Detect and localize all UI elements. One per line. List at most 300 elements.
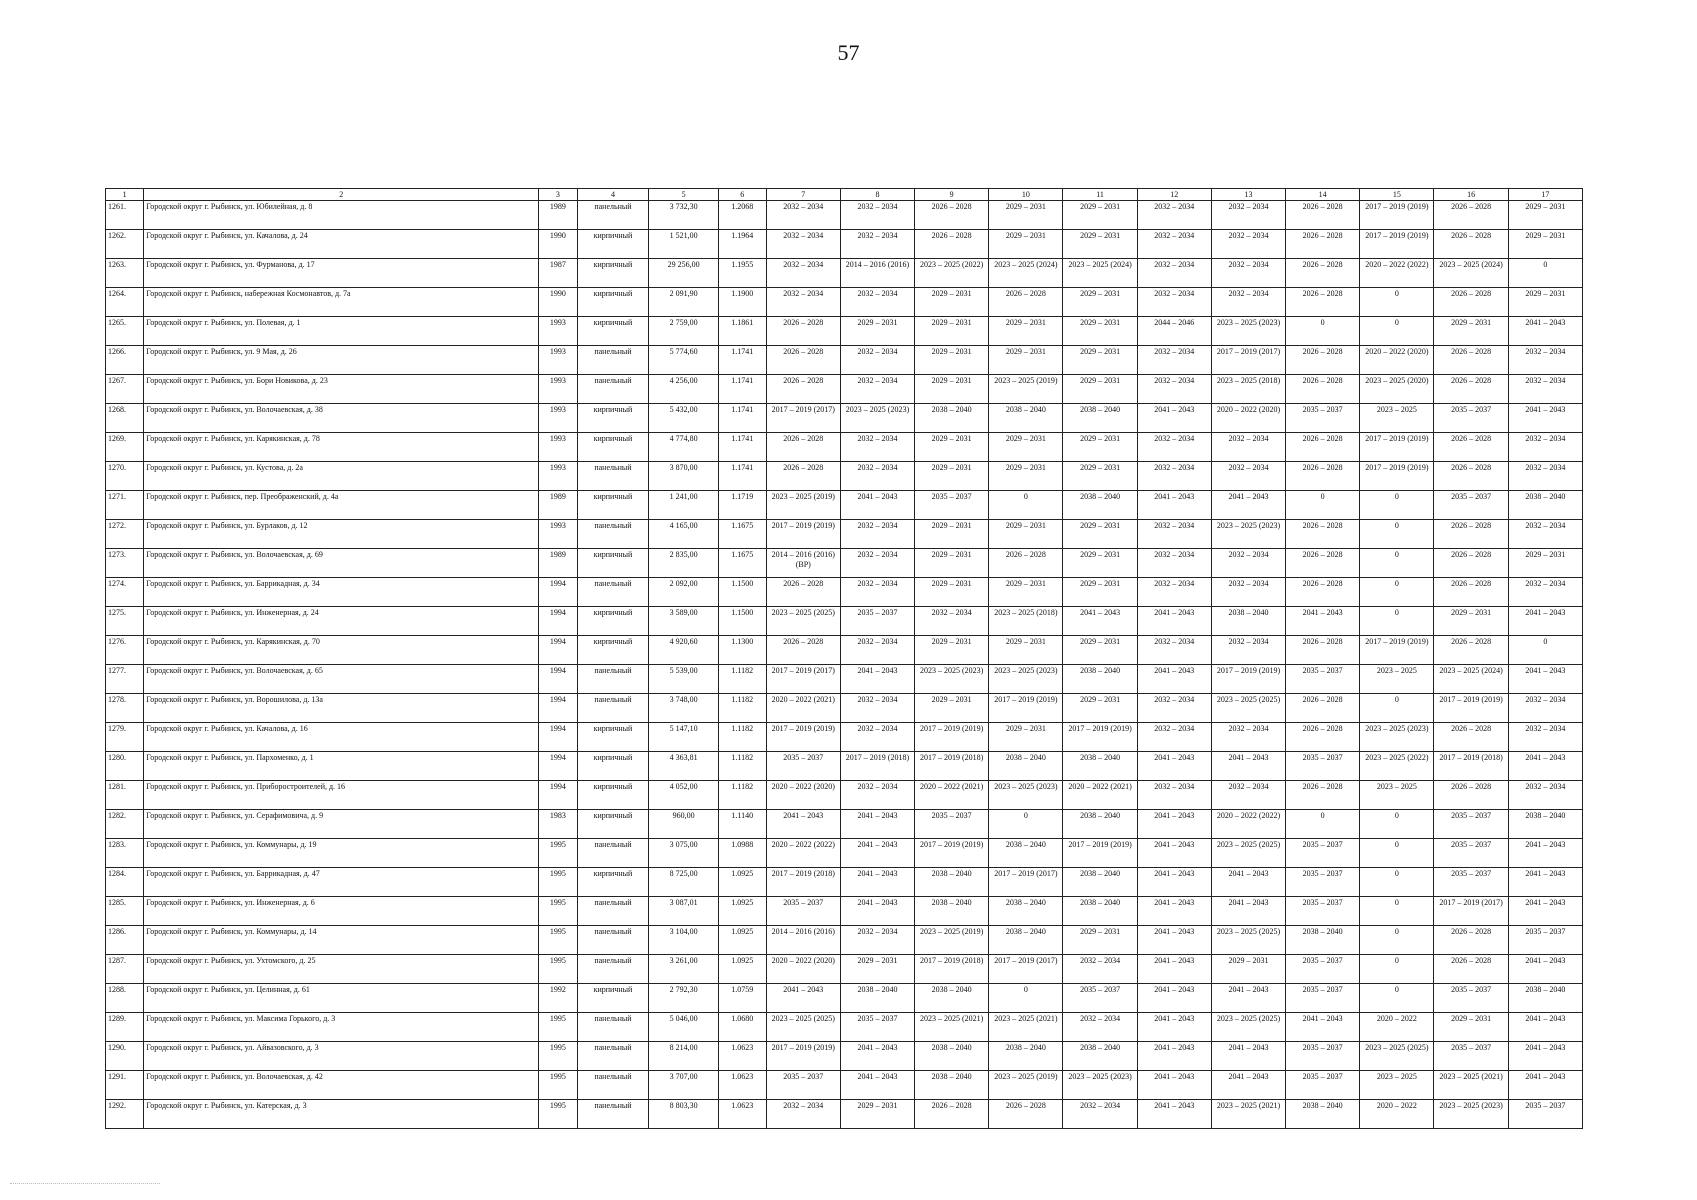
table-cell: 2017 – 2019 (2019) <box>989 694 1063 723</box>
table-cell: 2038 – 2040 <box>915 897 989 926</box>
table-row <box>106 230 1583 259</box>
table-cell: 2032 – 2034 <box>1211 230 1285 259</box>
table-cell: 0 <box>1508 259 1582 288</box>
table-row <box>106 781 1583 810</box>
table-cell: 2026 – 2028 <box>1286 636 1360 665</box>
table-cell: 2029 – 2031 <box>1434 607 1508 636</box>
table-cell: 2041 – 2043 <box>1137 955 1211 984</box>
table-cell: 0 <box>1360 520 1434 549</box>
table-cell: 2035 – 2037 <box>766 897 840 926</box>
table-cell: 2029 – 2031 <box>989 317 1063 346</box>
table-cell: 2041 – 2043 <box>1508 1013 1582 1042</box>
table-cell: 2026 – 2028 <box>1434 433 1508 462</box>
table-cell: 2017 – 2019 (2017) <box>766 404 840 433</box>
table-cell: 1.1741 <box>718 462 766 491</box>
table-cell: 0 <box>1360 984 1434 1013</box>
table-cell: 2017 – 2019 (2018) <box>915 955 989 984</box>
table-cell: 2029 – 2031 <box>1434 1013 1508 1042</box>
table-cell: 2020 – 2022 <box>1360 1013 1434 1042</box>
table-cell: панельный <box>577 520 649 549</box>
table-cell: 2023 – 2025 (2023) <box>1063 1071 1137 1100</box>
table-row <box>106 926 1583 955</box>
table-cell: 2035 – 2037 <box>1286 404 1360 433</box>
table-cell: 2029 – 2031 <box>915 288 989 317</box>
address-cell: Городской округ г. Рыбинск, ул. 9 Мая, д. 26 <box>144 346 539 375</box>
table-cell: 2035 – 2037 <box>840 1013 914 1042</box>
table-cell: 2041 – 2043 <box>1508 955 1582 984</box>
table-cell: 2017 – 2019 (2017) <box>1434 897 1508 926</box>
table-cell: 2032 – 2034 <box>1137 375 1211 404</box>
table-cell: 2020 – 2022 (2020) <box>1211 404 1285 433</box>
table-cell: 3 707,00 <box>649 1071 718 1100</box>
table-cell: 2029 – 2031 <box>915 549 989 578</box>
table-cell: 2029 – 2031 <box>915 578 989 607</box>
table-cell: панельный <box>577 1042 649 1071</box>
table-cell: 2038 – 2040 <box>1063 665 1137 694</box>
table-cell: 2032 – 2034 <box>840 636 914 665</box>
table-cell: 2038 – 2040 <box>840 984 914 1013</box>
table-row <box>106 433 1583 462</box>
table-cell: 2041 – 2043 <box>1211 868 1285 897</box>
table-cell: 2032 – 2034 <box>1137 723 1211 752</box>
table-cell: 2026 – 2028 <box>1434 346 1508 375</box>
table-cell: 8 214,00 <box>649 1042 718 1071</box>
table-cell: 1.1741 <box>718 375 766 404</box>
table-cell: 0 <box>1360 694 1434 723</box>
table-cell: 2017 – 2019 (2019) <box>766 723 840 752</box>
address-cell: Городской округ г. Рыбинск, ул. Целинная, д. 61 <box>144 984 539 1013</box>
table-cell: кирпичный <box>577 607 649 636</box>
table-cell: 2041 – 2043 <box>1137 926 1211 955</box>
table-cell: 0 <box>989 984 1063 1013</box>
table-cell: 2041 – 2043 <box>1286 607 1360 636</box>
table-cell: 2029 – 2031 <box>1211 955 1285 984</box>
table-cell: 2023 – 2025 (2019) <box>989 1071 1063 1100</box>
table-cell: 2029 – 2031 <box>989 346 1063 375</box>
row-number-cell: 1264. <box>106 288 144 317</box>
table-cell: 2041 – 2043 <box>840 1042 914 1071</box>
table-cell: 1 241,00 <box>649 491 718 520</box>
table-cell: 2023 – 2025 (2023) <box>989 665 1063 694</box>
table-cell: 2026 – 2028 <box>766 578 840 607</box>
table-cell: 0 <box>989 491 1063 520</box>
table-cell: 0 <box>1286 810 1360 839</box>
table-cell: 2026 – 2028 <box>1286 433 1360 462</box>
table-cell: 1.0680 <box>718 1013 766 1042</box>
table-cell: 2017 – 2019 (2019) <box>1360 462 1434 491</box>
address-cell: Городской округ г. Рыбинск, ул. Волочаевская, д. 69 <box>144 549 539 578</box>
table-cell: 4 920,60 <box>649 636 718 665</box>
table-cell: 2014 – 2016 (2016) (ВР) <box>766 549 840 578</box>
table-cell: 2029 – 2031 <box>915 694 989 723</box>
table-cell: 2023 – 2025 (2023) <box>989 781 1063 810</box>
table-cell: 2032 – 2034 <box>1137 433 1211 462</box>
row-number-cell: 1263. <box>106 259 144 288</box>
table-cell: 2038 – 2040 <box>915 404 989 433</box>
table-cell: 1995 <box>539 1071 577 1100</box>
table-cell: 2032 – 2034 <box>840 346 914 375</box>
table-cell: 0 <box>1360 897 1434 926</box>
row-number-cell: 1289. <box>106 1013 144 1042</box>
row-number-cell: 1265. <box>106 317 144 346</box>
table-cell: 2029 – 2031 <box>1063 201 1137 230</box>
table-cell: 2020 – 2022 (2020) <box>1360 346 1434 375</box>
table-cell: 2023 – 2025 (2023) <box>1434 1100 1508 1129</box>
table-cell: 2026 – 2028 <box>1286 462 1360 491</box>
table-cell: 2032 – 2034 <box>840 781 914 810</box>
table-cell: 3 748,00 <box>649 694 718 723</box>
table-cell: 2 759,00 <box>649 317 718 346</box>
table-cell: 5 046,00 <box>649 1013 718 1042</box>
table-cell: 1.0925 <box>718 955 766 984</box>
table-cell: 2017 – 2019 (2018) <box>1434 752 1508 781</box>
table-cell: 2032 – 2034 <box>1137 288 1211 317</box>
table-cell: 0 <box>989 810 1063 839</box>
table-cell: 1 521,00 <box>649 230 718 259</box>
table-cell: 1.1900 <box>718 288 766 317</box>
table-cell: 2026 – 2028 <box>1434 955 1508 984</box>
address-cell: Городской округ г. Рыбинск, ул. Полевая, д. 1 <box>144 317 539 346</box>
row-number-cell: 1273. <box>106 549 144 578</box>
table-cell: 2029 – 2031 <box>989 636 1063 665</box>
table-cell: 2020 – 2022 (2020) <box>766 955 840 984</box>
table-cell: 2035 – 2037 <box>1434 984 1508 1013</box>
table-cell: 2023 – 2025 (2025) <box>766 1013 840 1042</box>
table-cell: 1994 <box>539 752 577 781</box>
table-cell: 2035 – 2037 <box>1286 955 1360 984</box>
table-cell: 0 <box>1286 317 1360 346</box>
table-cell: кирпичный <box>577 317 649 346</box>
table-cell: 2017 – 2019 (2019) <box>915 723 989 752</box>
table-cell: 2029 – 2031 <box>1063 375 1137 404</box>
table-cell: 2029 – 2031 <box>989 230 1063 259</box>
table-cell: 2032 – 2034 <box>1508 723 1582 752</box>
table-cell: кирпичный <box>577 404 649 433</box>
table-cell: 1995 <box>539 1042 577 1071</box>
column-header: 7 <box>766 189 840 201</box>
address-cell: Городской округ г. Рыбинск, ул. Приборостроителей, д. 16 <box>144 781 539 810</box>
table-cell: 1994 <box>539 578 577 607</box>
table-row <box>106 955 1583 984</box>
table-cell: 2026 – 2028 <box>766 375 840 404</box>
table-cell: 2029 – 2031 <box>840 1100 914 1129</box>
table-cell: 2032 – 2034 <box>1137 578 1211 607</box>
address-cell: Городской округ г. Рыбинск, ул. Карякинская, д. 70 <box>144 636 539 665</box>
table-cell: 1.1964 <box>718 230 766 259</box>
table-cell: 4 256,00 <box>649 375 718 404</box>
row-number-cell: 1266. <box>106 346 144 375</box>
table-cell: 2023 – 2025 (2024) <box>1434 665 1508 694</box>
table-cell: 2026 – 2028 <box>915 230 989 259</box>
row-number-cell: 1278. <box>106 694 144 723</box>
table-cell: 1.1741 <box>718 404 766 433</box>
address-cell: Городской округ г. Рыбинск, ул. Фурманова, д. 17 <box>144 259 539 288</box>
table-cell: 2017 – 2019 (2017) <box>989 955 1063 984</box>
address-cell: Городской округ г. Рыбинск, ул. Волочаевская, д. 38 <box>144 404 539 433</box>
table-cell: панельный <box>577 375 649 404</box>
table-cell: 0 <box>1360 868 1434 897</box>
table-cell: 5 432,00 <box>649 404 718 433</box>
capital-repair-schedule-table <box>105 188 1583 1129</box>
table-cell: 0 <box>1360 839 1434 868</box>
table-row <box>106 694 1583 723</box>
table-cell: 2026 – 2028 <box>766 317 840 346</box>
table-cell: 2035 – 2037 <box>840 607 914 636</box>
table-cell: 2026 – 2028 <box>1286 201 1360 230</box>
table-cell: 2023 – 2025 (2025) <box>1211 694 1285 723</box>
table-cell: кирпичный <box>577 723 649 752</box>
table-cell: 1.1182 <box>718 752 766 781</box>
table-cell: 2035 – 2037 <box>1434 1042 1508 1071</box>
table-cell: панельный <box>577 201 649 230</box>
table-cell: 2032 – 2034 <box>840 723 914 752</box>
table-cell: 2023 – 2025 (2021) <box>1211 1100 1285 1129</box>
table-cell: 2035 – 2037 <box>766 752 840 781</box>
column-header: 8 <box>840 189 914 201</box>
table-cell: 1994 <box>539 781 577 810</box>
table-cell: 3 087,01 <box>649 897 718 926</box>
table-cell: 1990 <box>539 288 577 317</box>
table-row <box>106 839 1583 868</box>
table-row <box>106 375 1583 404</box>
table-cell: 4 052,00 <box>649 781 718 810</box>
table-cell: 2041 – 2043 <box>1137 810 1211 839</box>
table-cell: 2020 – 2022 (2022) <box>1211 810 1285 839</box>
address-cell: Городской округ г. Рыбинск, ул. Инженерная, д. 24 <box>144 607 539 636</box>
address-cell: Городской округ г. Рыбинск, ул. Бори Новикова, д. 23 <box>144 375 539 404</box>
table-cell: 2023 – 2025 (2019) <box>989 375 1063 404</box>
table-cell: 1.1182 <box>718 723 766 752</box>
table-cell: 2035 – 2037 <box>1286 752 1360 781</box>
table-cell: 2044 – 2046 <box>1137 317 1211 346</box>
table-cell: 2032 – 2034 <box>1211 549 1285 578</box>
table-row <box>106 201 1583 230</box>
table-cell: 2029 – 2031 <box>1063 926 1137 955</box>
table-cell: 2041 – 2043 <box>1508 1071 1582 1100</box>
table-cell: панельный <box>577 839 649 868</box>
table-cell: 2032 – 2034 <box>1211 723 1285 752</box>
table-cell: 2023 – 2025 (2023) <box>1211 520 1285 549</box>
table-cell: 2029 – 2031 <box>1063 636 1137 665</box>
table-cell: 2041 – 2043 <box>1137 404 1211 433</box>
address-cell: Городской округ г. Рыбинск, ул. Качалова, д. 16 <box>144 723 539 752</box>
address-cell: Городской округ г. Рыбинск, пер. Преображенский, д. 4а <box>144 491 539 520</box>
table-row <box>106 1100 1583 1129</box>
table-cell: 0 <box>1360 955 1434 984</box>
row-number-cell: 1262. <box>106 230 144 259</box>
table-cell: 1.1741 <box>718 433 766 462</box>
table-cell: 2023 – 2025 (2018) <box>1211 375 1285 404</box>
table-cell: 2029 – 2031 <box>915 462 989 491</box>
row-number-cell: 1277. <box>106 665 144 694</box>
table-cell: 1.1500 <box>718 607 766 636</box>
column-header: 15 <box>1360 189 1434 201</box>
table-cell: 2032 – 2034 <box>1211 259 1285 288</box>
table-cell: 2029 – 2031 <box>915 317 989 346</box>
table-cell: 3 870,00 <box>649 462 718 491</box>
column-header: 11 <box>1063 189 1137 201</box>
table-cell: 2026 – 2028 <box>1434 520 1508 549</box>
table-cell: 1995 <box>539 1100 577 1129</box>
table-cell: 2041 – 2043 <box>766 810 840 839</box>
table-cell: 2023 – 2025 (2021) <box>915 1013 989 1042</box>
table-row <box>106 868 1583 897</box>
table-cell: 2026 – 2028 <box>1434 549 1508 578</box>
table-cell: 2020 – 2022 (2021) <box>766 694 840 723</box>
table-cell: 2 091,90 <box>649 288 718 317</box>
table-cell: кирпичный <box>577 259 649 288</box>
table-cell: 4 363,81 <box>649 752 718 781</box>
table-cell: 2023 – 2025 (2021) <box>1434 1071 1508 1100</box>
table-cell: 2026 – 2028 <box>1434 288 1508 317</box>
address-cell: Городской округ г. Рыбинск, ул. Ухтомского, д. 25 <box>144 955 539 984</box>
page-number: 57 <box>837 40 860 65</box>
table-cell: 2032 – 2034 <box>1137 694 1211 723</box>
table-cell: кирпичный <box>577 810 649 839</box>
table-cell: 2038 – 2040 <box>1211 607 1285 636</box>
table-cell: 2032 – 2034 <box>1508 346 1582 375</box>
table-row <box>106 259 1583 288</box>
table-cell: 2029 – 2031 <box>1063 433 1137 462</box>
row-number-cell: 1274. <box>106 578 144 607</box>
table-cell: 2041 – 2043 <box>1063 607 1137 636</box>
table-cell: 2029 – 2031 <box>989 462 1063 491</box>
table-cell: 2023 – 2025 (2025) <box>1360 1042 1434 1071</box>
table-cell: 2029 – 2031 <box>840 955 914 984</box>
table-cell: 2032 – 2034 <box>840 520 914 549</box>
table-cell: 2017 – 2019 (2019) <box>1360 230 1434 259</box>
table-cell: 2023 – 2025 (2018) <box>989 607 1063 636</box>
address-cell: Городской округ г. Рыбинск, ул. Ворошилова, д. 13а <box>144 694 539 723</box>
table-row <box>106 346 1583 375</box>
table-cell: 1.1675 <box>718 520 766 549</box>
table-cell: 2032 – 2034 <box>1508 578 1582 607</box>
table-cell: 2038 – 2040 <box>915 984 989 1013</box>
table-cell: панельный <box>577 346 649 375</box>
table-cell: 2026 – 2028 <box>1434 781 1508 810</box>
scan-artifact-line <box>10 1183 160 1187</box>
table-cell: 2026 – 2028 <box>1286 288 1360 317</box>
table-cell: 2026 – 2028 <box>989 549 1063 578</box>
table-cell: панельный <box>577 897 649 926</box>
row-number-cell: 1291. <box>106 1071 144 1100</box>
table-cell: 2017 – 2019 (2017) <box>1211 346 1285 375</box>
table-cell: 5 539,00 <box>649 665 718 694</box>
table-cell: 1994 <box>539 665 577 694</box>
table-cell: 2029 – 2031 <box>840 317 914 346</box>
table-cell: 2026 – 2028 <box>1286 781 1360 810</box>
table-cell: кирпичный <box>577 781 649 810</box>
table-cell: 1995 <box>539 1013 577 1042</box>
table-row <box>106 491 1583 520</box>
table-cell: 960,00 <box>649 810 718 839</box>
row-number-cell: 1286. <box>106 926 144 955</box>
table-cell: 2035 – 2037 <box>1434 839 1508 868</box>
row-number-cell: 1267. <box>106 375 144 404</box>
table-cell: 2041 – 2043 <box>1137 491 1211 520</box>
table-cell: 2041 – 2043 <box>1508 839 1582 868</box>
table-cell: 0 <box>1360 317 1434 346</box>
table-cell: 2032 – 2034 <box>1211 781 1285 810</box>
table-cell: 0 <box>1508 636 1582 665</box>
table-cell: 1.1182 <box>718 665 766 694</box>
table-cell: 0 <box>1360 810 1434 839</box>
table-cell: 1993 <box>539 317 577 346</box>
table-cell: 1.1675 <box>718 549 766 578</box>
table-cell: 0 <box>1360 491 1434 520</box>
row-number-cell: 1285. <box>106 897 144 926</box>
table-cell: 2029 – 2031 <box>915 520 989 549</box>
table-cell: 2023 – 2025 (2023) <box>1360 723 1434 752</box>
table-cell: 2038 – 2040 <box>915 868 989 897</box>
table-cell: кирпичный <box>577 491 649 520</box>
table-row <box>106 984 1583 1013</box>
table-cell: 2041 – 2043 <box>1137 868 1211 897</box>
table-cell: 2041 – 2043 <box>840 665 914 694</box>
address-cell: Городской округ г. Рыбинск, ул. Максима Горького, д. 3 <box>144 1013 539 1042</box>
table-cell: 0 <box>1360 578 1434 607</box>
row-number-cell: 1292. <box>106 1100 144 1129</box>
table-cell: 2023 – 2025 <box>1360 404 1434 433</box>
row-number-cell: 1280. <box>106 752 144 781</box>
table-cell: панельный <box>577 926 649 955</box>
table-cell: 2017 – 2019 (2019) <box>915 839 989 868</box>
address-cell: Городской округ г. Рыбинск, ул. Качалова, д. 24 <box>144 230 539 259</box>
table-cell: 1.1182 <box>718 694 766 723</box>
table-row <box>106 404 1583 433</box>
row-number-cell: 1269. <box>106 433 144 462</box>
table-cell: 2041 – 2043 <box>840 839 914 868</box>
table-cell: 1.0925 <box>718 897 766 926</box>
address-cell: Городской округ г. Рыбинск, ул. Коммунары, д. 19 <box>144 839 539 868</box>
table-row <box>106 288 1583 317</box>
table-cell: 2029 – 2031 <box>989 201 1063 230</box>
table-cell: 2023 – 2025 <box>1360 1071 1434 1100</box>
table-cell: 1.1741 <box>718 346 766 375</box>
table-cell: 2032 – 2034 <box>1508 781 1582 810</box>
table-cell: панельный <box>577 1071 649 1100</box>
table-cell: 1994 <box>539 607 577 636</box>
table-cell: панельный <box>577 955 649 984</box>
table-cell: 2032 – 2034 <box>840 230 914 259</box>
table-cell: 2029 – 2031 <box>1063 230 1137 259</box>
table-cell: 1983 <box>539 810 577 839</box>
table-cell: 2041 – 2043 <box>1137 897 1211 926</box>
table-cell: 4 165,00 <box>649 520 718 549</box>
table-cell: 1995 <box>539 897 577 926</box>
table-cell: 2026 – 2028 <box>1434 636 1508 665</box>
column-header: 1 <box>106 189 144 201</box>
table-cell: 2032 – 2034 <box>1137 230 1211 259</box>
table-cell: 2032 – 2034 <box>840 433 914 462</box>
table-cell: 2041 – 2043 <box>1508 868 1582 897</box>
address-cell: Городской округ г. Рыбинск, ул. Юбилейная, д. 8 <box>144 201 539 230</box>
row-number-cell: 1276. <box>106 636 144 665</box>
table-cell: 2041 – 2043 <box>1211 491 1285 520</box>
table-cell: 2029 – 2031 <box>989 578 1063 607</box>
table-cell: панельный <box>577 1100 649 1129</box>
table-row <box>106 1042 1583 1071</box>
table-cell: 2041 – 2043 <box>1508 317 1582 346</box>
table-cell: 1995 <box>539 926 577 955</box>
table-cell: 2032 – 2034 <box>840 549 914 578</box>
address-cell: Городской округ г. Рыбинск, ул. Инженерная, д. 6 <box>144 897 539 926</box>
table-cell: 2023 – 2025 (2020) <box>1360 375 1434 404</box>
table-cell: 1.0759 <box>718 984 766 1013</box>
table-cell: 2032 – 2034 <box>766 230 840 259</box>
address-cell: Городской округ г. Рыбинск, ул. Пархоменко, д. 1 <box>144 752 539 781</box>
table-cell: 2026 – 2028 <box>1286 520 1360 549</box>
